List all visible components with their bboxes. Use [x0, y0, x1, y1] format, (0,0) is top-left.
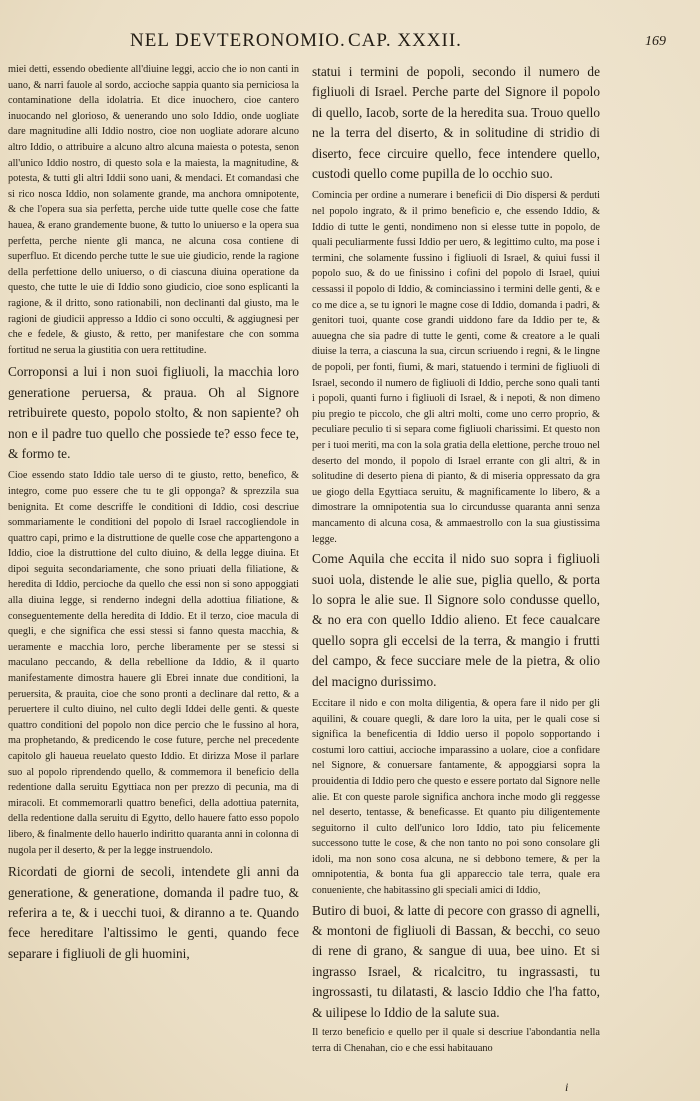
right-column	[312, 62, 600, 1056]
left-column	[8, 62, 299, 964]
verse-paragraph: Butiro di buoi, & latte di pecore con grasso di agnelli, & montoni de figliuoli di Bassan, & becchi, co seuo di rene di grano, & sangue di uua, bee uino. Et si ingrasso Israel, & ricalcitro, tu ingrassasti, tu ingrossasti, tu dilatasti, & lascio Iddio che l'ha fatto, & uilipese lo Iddio de la salute sua.	[312, 902, 600, 1020]
verse-paragraph: Ricordati de giorni de secoli, intendete gli anni da generatione, & generatione, domanda il padre tuo, & referira a te, & i uecchi tuoi, & diranno a te. Quando fece hereditare l'altissimo le genti, quando fece separare i figliuoli de gli huomini,	[8, 864, 299, 961]
commentary-paragraph: miei detti, essendo obediente all'diuine leggi, accio che io non canti in uano, & narri fauole al sordo, accioche sappia quanto sia perniciosa la contaminatione della idolatria. Et dice inuochero, cioe cantero inuocando nel glorioso, & uenerando uno solo Iddio, onde uogliate dare magnitudine alli Iddio nostro, cioe non uogliate adorare alcuno altro Iddio, o attribuire a alcuno altro alcuna maiesta o potesta, senon all'unico Iddio nostro, di questo sola e la maiesta, la magnitudine, & potesta, & tutti gli altri Iddii sono uani, & mendaci. Et comandasi che si rico nosca Iddio, non solamente grande, ma anchora omnipotente, & che l'opera sua sia perfetta, perche uide tutte quelle cose che fatte hauea, & erano grandemente buone, & tutto lo uniuerso e la opera sua perfetta, perche niente gli manca, ne alcuna cosa contiene di superfluo. Et dicendo perche tutte le sue uie giudicio, rende la ragione della perfettione dello uniuerso, o di ciascuna diuina operatione da questo, che tutte le uie di Iddio sono giudicio, cioe sono esplicanti la ragione, & il dritto, sono rationabili, non declinanti dal giusto, ma le ragioni de giudicii appresso a Iddio ci sono occulti, & aggiugnesi per che e fedele, & giusto, & retto, per manifestare che con somma fortitud ne serua la giustitia con uera rettitudine.	[8, 64, 299, 356]
commentary-paragraph: Eccitare il nido e con molta diligentia, & opera fare il nido per gli aquilini, & couare quegli, & dare loro la uita, per le quali cose si significa la beneficentia di Iddio uerso il popolo sopportando i costumi loro cattiui, accioche imparassino a uolare, cioe a confidare nel Signore, & conuersare fantamente, & appoggiarsi sopra la prouidentia di Iddio pero che questo e essere portato dal Signore nelle alie. Et con queste parole significa anchora inche modo gli reggesse nel deserto, tentasse, & beneficasse. Et quanto piu diligentemente seguitorno il culto dell'unico loro Iddio, tato piu felicemente successono tutte le cose, & che non tanto no poi sono consolare gli idoli, ma non sono cosa alcuna, ne si debbono temere, & per la omnipotentia, & bonta fua gli appareccio tale terra, quale era conueniente, che habitassino gli speciali amici di Iddio,	[312, 697, 600, 897]
commentary-paragraph: Il terzo beneficio e quello per il quale si descriue l'abondantia nella terra di Chenahan, cio e che essi habitauano	[312, 1027, 600, 1054]
page-number: 169	[645, 34, 666, 49]
running-header	[130, 30, 590, 56]
verse-paragraph: Corroponsi a lui i non suoi figliuoli, la macchia loro generatione peruersa, & praua. Oh al Signore retribuirete questo, popolo stolto, & non sapiente? oh non e il padre tuo quello che possiede te? esso fece te, & formo te.	[8, 364, 299, 461]
verse-paragraph: Come Aquila che eccita il nido suo sopra i figliuoli suoi uola, distende le alie sue, piglia quello, & porta lo sopra le alie sue. Il Signore solo condusse quello, & no era con quello Iddio alieno. Et fece caualcare quello sopra gli eccelsi de la terra, & mangio i frutti del campo, & fece succiare mele de la pietra, & olio del macigno durissimo.	[312, 551, 600, 689]
chapter-heading: CAP. XXXII.	[348, 30, 462, 51]
commentary-paragraph: Comincia per ordine a numerare i beneficii di Dio dispersi & perduti nel popolo ingrato, & il primo beneficio e, che essendo Iddio, & Iddio di tutte le genti, nondimeno non si elesse tutte in popolo, de quali peculiarmente fussi Iddio per uero, & legittimo culto, ma pose i termini, che solamente fussino i figliuoli di Israel, & quiui fussi il popolo suo, & do ue finissino i cofini del popolo di Israel, quiui cessassi il popolo di Iddio, & cominciassino i termini delle genti, & e co me dice a, se tu ignori le magne cose di Iddio, domanda i padri, & genitori tuoi, quante cose grandi uiddono fare da Iddio per te, & auuegna che sia padre di tutte le genti, come & creatore a le quali diuise la terra, a ciascuna la sua, circun scriuendo i regni, & le lingne de popoli, per fonti, fiumi, & mari, statuendo i termini de figliuoli di Israel, secondo il numero de figliuoli di Iddio, perche sono quali tanti i popoli, quanti furno i figliuoli di Israel, & i nepoti, & non dimeno piu pregio te piccolo, che gli altri molti, come uno cerro proprio, & peculiare peculio ti si separa come figliuoli charissimi. Et questo non per i tuoi meriti, ma con la sola gratia della elettione, perche trouo nel deserto del mondo, il popolo di Israel errante con gli altri, & in solitudine di deserto piena di pianto, & di miseria oppressato da gra ue giogo della Egyttiaca seruitu, & magnificamente lo libero, & a dimostrare la omnipotentia sua lo circundusse quaranta anni senza mancamento di alcuna cosa, & ammaestrollo con la sua giustissima legge.	[312, 190, 600, 545]
commentary-paragraph: Cioe essendo stato Iddio tale uerso di te giusto, retto, benefico, & integro, come puo essere che tu te gli opponga? & sprezzila sua benignita. Et come descriffe le conditioni di Iddio, cosi descriue sommariamente le conditioni del popolo di Israel raccogliendole in quattro capi, primo e la distruttione de quelle cose che appartengono a Iddio, cioe la distruttione del culto diuino, & della legge diuina. Et dipoi seguita secondariamente, che sono priuati della filiatione, & heredita di Iddio, percioche da quello che essi non si sono appoggiati alla diuina legge, si renderno indegni della adottiua filiatione, & conseguentemente della heredita di Iddio. Et il terzo, cioe macula di quegli, e che significa che essi stessi si fanno questa macchia, & ueramente e macchia loro, perche liberamente per se stessi si maculano peccando, & della rebellione da Iddio, & il quarto manifestamente dimostra hauere gli Ebrei innate due conditioni, la peruersita, & prauita, cioe che sono pronti a declinare dal retto, & a peruertere il culto diuino, nel culto degli Iddei delle genti. & queste quattro conditioni del popolo non dice percio che le fussino al hora, ma prophetando, & predicendo le cose future, perche nel precedente capitolo gli haueua reuelato questo Iddio. Et dirizza Mose il parlare suo al popolo riprendendo quello, & commemora il beneficio della redentione dalla seruitu Egyttiaca non per prezzo di pecunia, ma di miracoli. Et commemorarli quattro benefici, della adottiua paternita, della redentione dalla seruitu di Egytto, dello hauere fatto esso popolo libero, & finalmente dello hauerlo indiritto quaranta anni in colonna di nugola per il deserto, & per la legge instruendolo.	[8, 470, 299, 856]
running-title: NEL DEVTERONOMIO.	[130, 30, 346, 51]
verse-paragraph: statui i termini de popoli, secondo il numero de figliuoli di Israel. Perche parte del Signore il popolo di quello, Iacob, sorte de la heredita sua. Trouo quello ne la terra del diserto, & in solitudine di stridio di diserto, fece circuire quello, fece intendere quello, custodi quello come pupilla de lo occhio suo.	[312, 64, 600, 182]
catchword: i	[565, 1080, 569, 1094]
